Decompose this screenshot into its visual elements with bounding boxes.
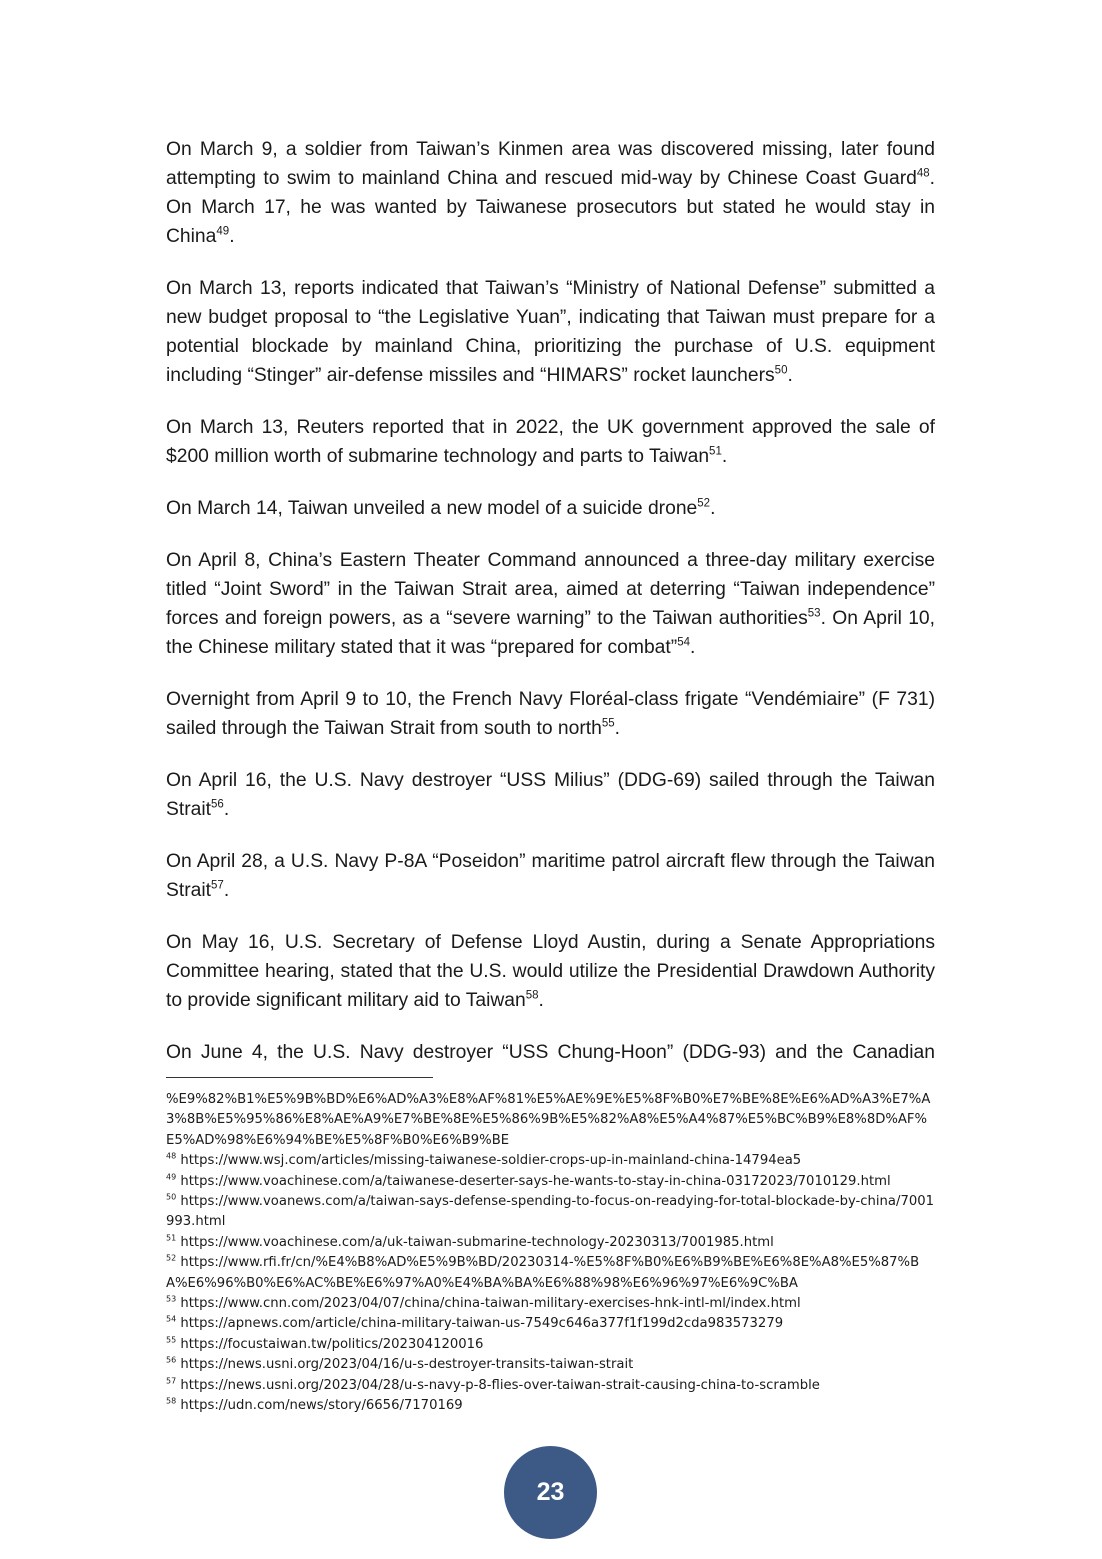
paragraph-text: On March 9, a soldier from Taiwan’s Kinmen area was discovered missing, later found attempting to swim to mainland China and rescued mid-way by Chinese Coast Guard xyxy=(166,139,935,189)
footnote-56 xyxy=(166,1355,935,1375)
paragraph-text: . xyxy=(787,365,793,386)
footnote-ref[interactable]: 49 xyxy=(216,225,230,238)
footnote-link[interactable]: https://www.wsj.com/articles/missing-taiwanese-soldier-crops-up-in-mainland-china-14794ea5 xyxy=(180,1153,802,1169)
paragraph-kinmen-soldier xyxy=(166,135,935,251)
footnote-54 xyxy=(166,1314,935,1334)
footnote-57 xyxy=(166,1376,935,1396)
paragraph-text: . xyxy=(229,226,235,247)
footnote-number: 54 xyxy=(166,1315,177,1325)
footnote-number: 57 xyxy=(166,1376,177,1386)
footnote-link[interactable]: https://news.usni.org/2023/04/16/u-s-destroyer-transits-taiwan-strait xyxy=(180,1357,634,1373)
paragraph-p8a-poseidon xyxy=(166,847,935,905)
footnote-number: 50 xyxy=(166,1192,177,1202)
footnote-link[interactable]: https://www.cnn.com/2023/04/07/china/china-taiwan-military-exercises-hnk-intl-ml/index.html xyxy=(180,1296,801,1312)
footnote-53 xyxy=(166,1294,935,1314)
footnote-number: 51 xyxy=(166,1233,177,1243)
footnote-52 xyxy=(166,1253,935,1294)
footnote-ref[interactable]: 56 xyxy=(211,798,224,811)
footnote-55 xyxy=(166,1335,935,1355)
footnote-ref[interactable]: 52 xyxy=(697,497,711,510)
paragraph-text: . On March 17, he was wanted by Taiwanese prosecutors but stated he would stay in China xyxy=(166,168,935,247)
footnote-number: 52 xyxy=(166,1253,177,1263)
footnote-49 xyxy=(166,1172,935,1192)
footnote-number: 58 xyxy=(166,1396,177,1406)
paragraph-text: Overnight from April 9 to 10, the French Navy Floréal-class frigate “Vendémiaire” (F 731) sailed through the Taiwan Strait from south to north xyxy=(166,689,935,739)
paragraph-uss-milius xyxy=(166,766,935,824)
paragraph-text: . xyxy=(710,498,716,519)
footnote-continuation: %E9%82%B1%E5%9B%BD%E6%AD%A3%E8%AF%81%E5%AE%9E%E5%8F%B0%E7%BE%8E%E6%AD%A3%E7%A3%8B%E5%95%86%E8%AE%A9%E7%BE%8E%E5%86%9B%E5%82%A8%E5%A4%87%E5%BC%B9%E8%8D%AF%E5%AD%98%E6%94%BE%E5%8F%B0%E6%B9%BE xyxy=(166,1092,931,1148)
footnote-link[interactable]: https://focustaiwan.tw/politics/202304120016 xyxy=(180,1336,484,1352)
page-number-badge: 23 xyxy=(504,1446,597,1539)
paragraph-chung-hoon: On June 4, the U.S. Navy destroyer “USS Chung-Hoon” (DDG-93) and the Canadian xyxy=(166,1042,935,1063)
footnote-number: 49 xyxy=(166,1172,177,1182)
paragraph-text: . xyxy=(721,446,728,467)
footnote-link[interactable]: https://www.voachinese.com/a/uk-taiwan-submarine-technology-20230313/7001985.html xyxy=(180,1234,774,1250)
paragraph-text: On May 16, U.S. Secretary of Defense Lloyd Austin, during a Senate Appropriations Committee hearing, stated that the U.S. would utilize the Presidential Drawdown Authority to provide significant military aid to Taiwan xyxy=(166,932,935,1011)
footnote-58 xyxy=(166,1396,935,1416)
footnote-number: 48 xyxy=(166,1151,177,1161)
footnote-link[interactable]: https://udn.com/news/story/6656/7170169 xyxy=(180,1398,463,1414)
paragraph-text: . xyxy=(689,637,696,658)
footnote-ref[interactable]: 50 xyxy=(774,364,788,377)
paragraph-text: . On April 10, the Chinese military stated that it was “prepared for combat” xyxy=(166,608,936,658)
paragraph-text: . xyxy=(223,799,230,820)
footnote-ref[interactable]: 54 xyxy=(677,636,690,649)
footnote-ref[interactable]: 48 xyxy=(916,167,930,180)
paragraph-text: . xyxy=(614,718,621,739)
footnote-number: 56 xyxy=(166,1355,177,1365)
paragraph-text: . xyxy=(538,990,544,1011)
paragraph-suicide-drone xyxy=(166,494,935,523)
footnote-link[interactable]: https://www.rfi.fr/cn/%E4%B8%AD%E5%9B%BD/20230314-%E5%8F%B0%E6%B9%BE%E6%8E%A8%E5%87%BA%E6%96%B0%E6%AC%BE%E6%97%A0%E4%BA%BA%E6%88%98%E6%96%97%E6%9C%BA xyxy=(166,1255,920,1291)
footnote-48 xyxy=(166,1151,935,1171)
footnote-number: 55 xyxy=(166,1335,177,1345)
document-body xyxy=(166,135,935,1417)
paragraph-uk-submarine xyxy=(166,413,935,471)
footnotes-section xyxy=(166,1090,935,1417)
paragraph-text: On March 13, reports indicated that Taiwan’s “Ministry of National Defense” submitted a new budget proposal to “the Legislative Yuan”, indicating that Taiwan must prepare for a potential blockade by mainland China, prioritizing the purchase of U.S. equipment including “Stinger” air-defense missiles and “HIMARS” rocket launchers xyxy=(166,278,935,386)
footnote-51 xyxy=(166,1233,935,1253)
footnote-50 xyxy=(166,1192,935,1233)
paragraph-text: . xyxy=(223,880,230,901)
paragraph-text: On April 28, a U.S. Navy P-8A “Poseidon” maritime patrol aircraft flew through the Taiwan Strait xyxy=(166,851,935,901)
paragraph-text: On April 16, the U.S. Navy destroyer “USS Milius” (DDG-69) sailed through the Taiwan Strait xyxy=(166,770,935,820)
paragraph-text: On March 14, Taiwan unveiled a new model of a suicide drone xyxy=(166,498,698,519)
paragraph-text: On March 13, Reuters reported that in 2022, the UK government approved the sale of $200 million worth of submarine technology and parts to Taiwan xyxy=(166,417,935,467)
paragraph-defense-budget xyxy=(166,274,935,390)
paragraph-joint-sword xyxy=(166,546,935,662)
footnote-ref[interactable]: 58 xyxy=(525,989,539,1002)
footnote-ref[interactable]: 51 xyxy=(709,445,722,458)
footnote-divider xyxy=(166,1077,433,1078)
footnote-link[interactable]: https://news.usni.org/2023/04/28/u-s-navy-p-8-flies-over-taiwan-strait-causing-china-to-scramble xyxy=(180,1377,820,1393)
footnote-ref[interactable]: 53 xyxy=(807,607,821,620)
footnote-ref[interactable]: 55 xyxy=(601,717,615,730)
footnote-link[interactable]: https://apnews.com/article/china-military-taiwan-us-7549c646a377f1f199d2cda983573279 xyxy=(180,1316,784,1332)
paragraph-text: On April 8, China’s Eastern Theater Command announced a three-day military exercise titled “Joint Sword” in the Taiwan Strait area, aimed at deterring “Taiwan independence” forces and foreign powers, as a “severe warning” to the Taiwan authorities xyxy=(166,550,935,629)
footnote-ref[interactable]: 57 xyxy=(211,879,224,892)
footnote-link[interactable]: https://www.voanews.com/a/taiwan-says-defense-spending-to-focus-on-readying-for-total-blockade-by-china/7001993.html xyxy=(166,1194,935,1230)
footnote-link[interactable]: https://www.voachinese.com/a/taiwanese-deserter-says-he-wants-to-stay-in-china-03172023/7010129.html xyxy=(180,1173,891,1189)
paragraph-french-frigate xyxy=(166,685,935,743)
footnote-number: 53 xyxy=(166,1294,177,1304)
paragraph-lloyd-austin xyxy=(166,928,935,1015)
